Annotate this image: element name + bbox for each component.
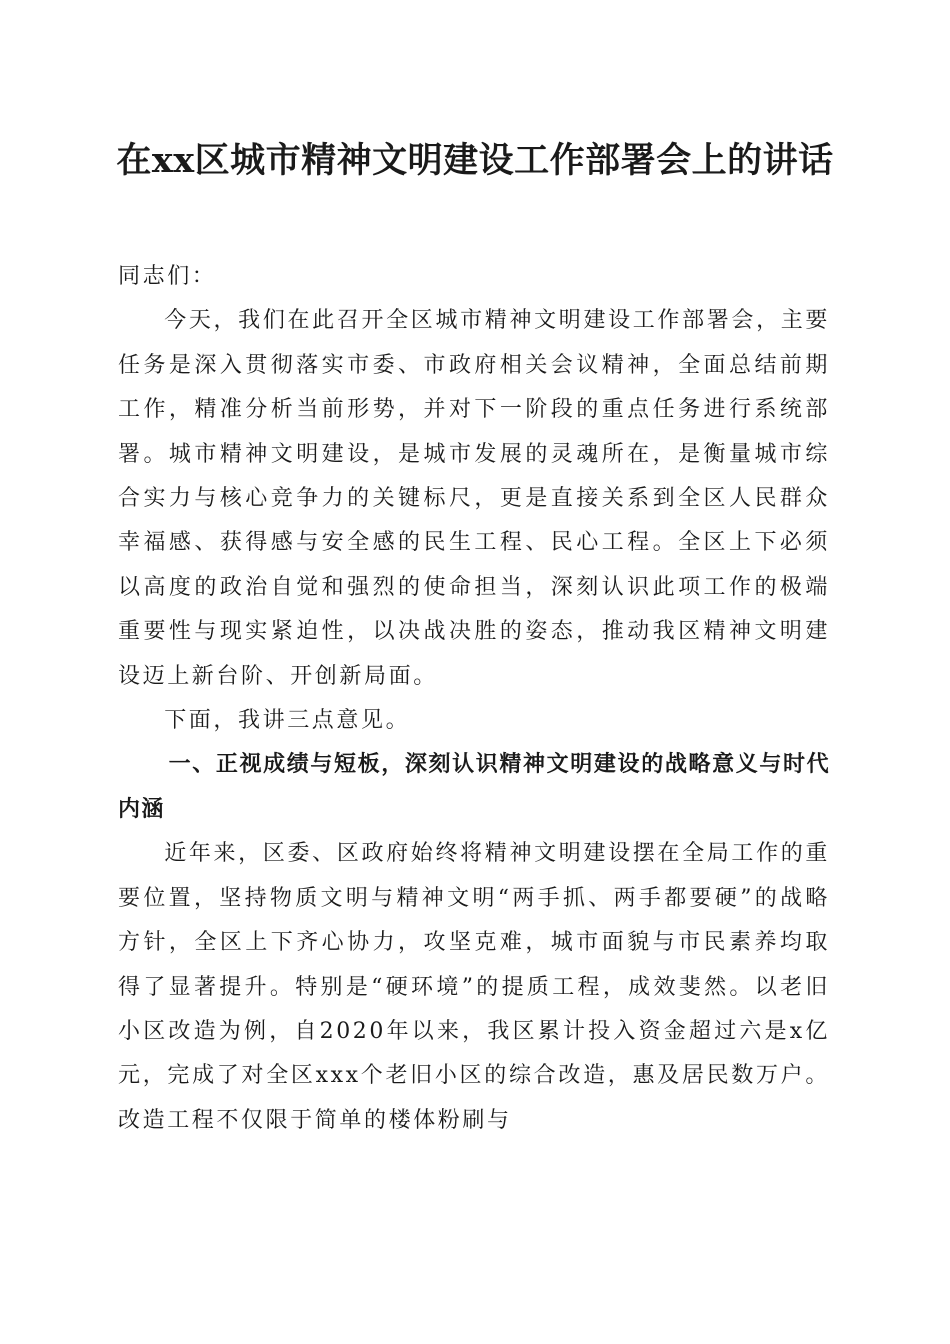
- document-body: [118, 255, 830, 1143]
- document-title: 在xx区城市精神文明建设工作部署会上的讲话: [116, 140, 834, 181]
- transition-paragraph: 下面，我讲三点意见。: [164, 708, 411, 734]
- intro-paragraph: 今天，我们在此召开全区城市精神文明建设工作部署会，主要任务是深入贯彻落实市委、市政府相关会议精神，全面总结前期工作，精准分析当前形势，并对下一阶段的重点任务进行系统部署。城市精神文明建设，是城市发展的灵魂所在，是衡量城市综合实力与核心竞争力的关键标尺，更是直接关系到全区人民群众幸福感、获得感与安全感的民生工程、民心工程。全区上下必须以高度的政治自觉和强烈的使命担当，深刻认识此项工作的极端重要性与现实紧迫性，以决战决胜的姿态，推动我区精神文明建设迈上新台阶、开创新局面。: [118, 308, 830, 689]
- salutation: 同志们：: [118, 264, 217, 289]
- section-heading: 一、正视成绩与短板，深刻认识精神文明建设的战略意义与时代内涵: [118, 752, 830, 822]
- section-paragraph: 近年来，区委、区政府始终将精神文明建设摆在全局工作的重要位置，坚持物质文明与精神文明“两手抓、两手都要硬”的战略方针，全区上下齐心协力，攻坚克难，城市面貌与市民素养均取得了显著提升。特别是“硬环境”的提质工程，成效斐然。以老旧小区改造为例，自2020年以来，我区累计投入资金超过六是x亿元，完成了对全区xxx个老旧小区的综合改造，惠及居民数万户。改造工程不仅限于简单的楼体粉刷与: [118, 841, 830, 1133]
